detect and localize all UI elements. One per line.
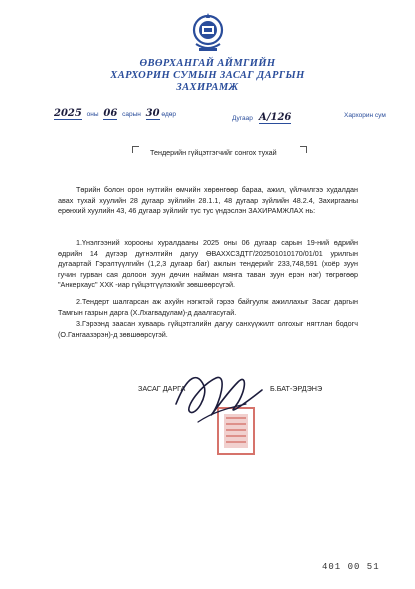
signature-name: Б.БАТ-ЭРДЭНЭ [270, 384, 323, 393]
date-year: 2025 [54, 108, 82, 119]
order-item-1: 1.Үнэлгээний хорооны хуралдааны 2025 оны 06 дугаар сарын 19-ний өдрийн өдрийн 14 дүгээр дугнэлтийн дагуу ӨВАХХСЗДТГ/202501010170/01/01 урилгын дугаартай Гэрэлтүүлгийн (1,2,3 дугаар баг) ажлын тендерийг 233,748,591 (хоёр зуун гучин гурван сая долоон зуун дөчин найман мянга таван зуун ерэн нэг) төгрөгөөр "Анкерхаус" ХХК -иар гүйцэтгүүлэхийг зөвшөөрсүгэй. [58, 238, 358, 290]
date-month-suffix: сарын [122, 111, 141, 118]
preamble-paragraph: Төрийн болон орон нутгийн өмчийн хөрөнгөөр бараа, ажил, үйлчилгээ худалдан авах тухай хуулийн 28 дугаар зүйлийн 28.1.1, 48 дугаар зүйлийн 48.2.4, Захиргааны ерөнхий хуулийн 43, 46 дугаар зүйлийг тус тус үндэслэн ЗАХИРАМЖЛАХ нь: [58, 185, 358, 216]
document-subject: Тендерийн гүйцэтгэгчийг сонгох тухай [150, 148, 277, 157]
order-item-3: 3.Гэрээнд заасан хуваарь гүйцэтгэлийн дагуу санхүүжилт олгохыг нягтлан бодогч (О.Гангаазэрэн)-д зөвшөөрсүгэй. [58, 319, 358, 339]
header-aimag: ӨВӨРХАНГАЙ АЙМГИЙН [139, 58, 276, 69]
date-day-suffix: өдөр [161, 111, 177, 118]
number-label: Дугаар [232, 115, 253, 122]
document-number: А/126 [258, 112, 292, 123]
state-emblem-icon [191, 8, 225, 56]
header-governor-office: ХАРХОРИН СУМЫН ЗАСАГ ДАРГЫН [110, 70, 305, 81]
subject-bracket-left [132, 146, 139, 153]
date-month: 06 [103, 108, 118, 119]
number-line [232, 112, 291, 123]
subject-bracket-right [300, 146, 307, 153]
date-day: 30 [145, 108, 160, 119]
signature-title: ЗАСАГ ДАРГА [138, 384, 186, 393]
place-label: Хархорин сум [344, 112, 386, 119]
handwritten-signature [168, 364, 268, 430]
date-line [54, 108, 176, 119]
order-item-2: 2.Тендерт шалгарсан аж ахуйн нэгжтэй гэрээ байгуулж ажиллахыг Засаг даргын Тамгын газрын дарга (Х.Лхагвадулам)-д даалгасугай. [58, 297, 358, 317]
footer-serial-number: 401 00 51 [322, 562, 380, 572]
date-year-suffix: оны [86, 111, 99, 118]
header-document-type: ЗАХИРАМЖ [176, 82, 239, 93]
